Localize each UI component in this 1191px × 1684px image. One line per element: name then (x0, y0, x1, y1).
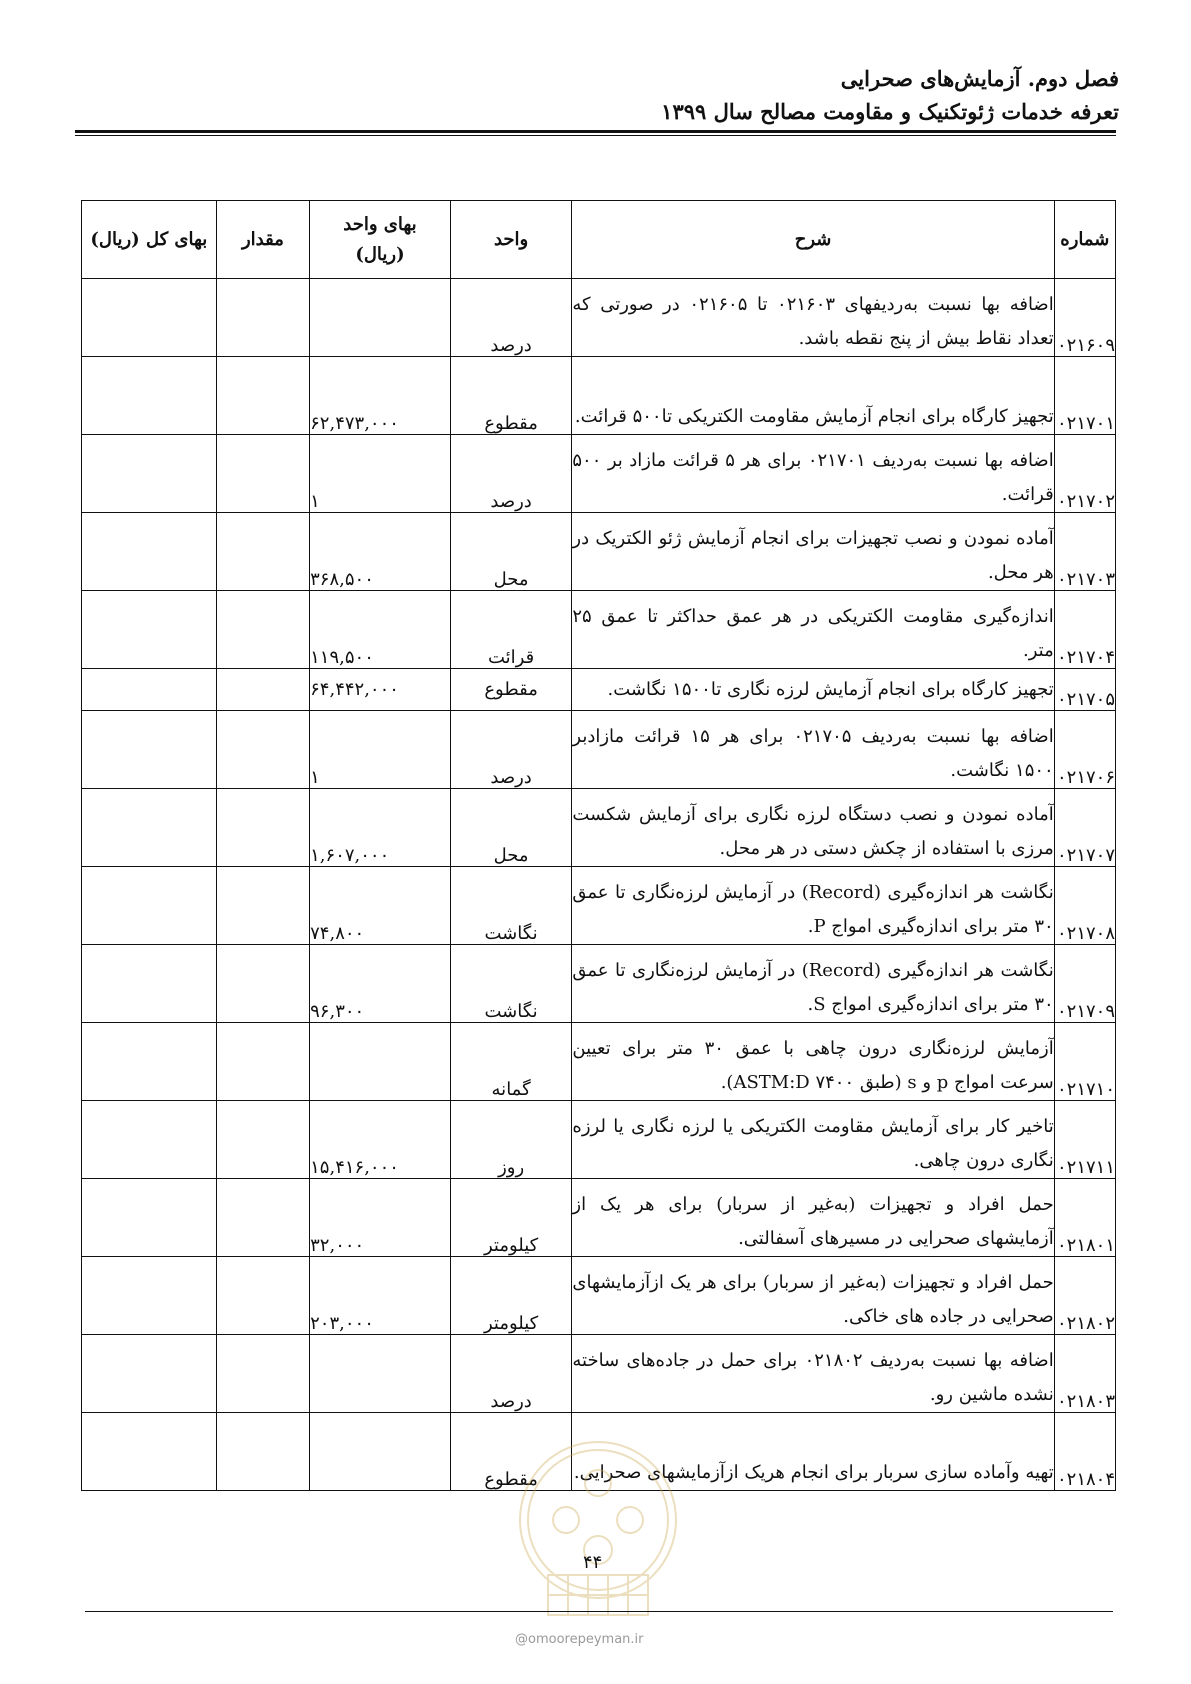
row-total-price (82, 1335, 217, 1413)
row-quantity (216, 435, 309, 513)
row-unit: کیلومتر (450, 1179, 572, 1257)
row-quantity (216, 1335, 309, 1413)
table-row (82, 435, 1116, 513)
row-quantity (216, 945, 309, 1023)
row-description: اضافه بها نسبت به‌ردیف ۰۲۱۷۰۵ برای هر ۱۵ قرائت مازادبر ۱۵۰۰ نگاشت. (572, 711, 1054, 789)
table-row (82, 1257, 1116, 1335)
row-quantity (216, 279, 309, 357)
row-unit-price: ۲۰۳,۰۰۰ (310, 1257, 451, 1335)
row-unit: نگاشت (450, 867, 572, 945)
row-description: اضافه بها نسبت به‌ردیفهای ۰۲۱۶۰۳ تا ۰۲۱۶۰۵ در صورتی که تعداد نقاط بیش از پنج نقطه باشد. (572, 279, 1054, 357)
header-total-price: بهای کل (ریال) (82, 201, 217, 279)
row-unit-price: ۹۶,۳۰۰ (310, 945, 451, 1023)
row-description: اندازه‌گیری مقاومت الکتریکی در هر عمق حداکثر تا عمق ۲۵ متر. (572, 591, 1054, 669)
header-quantity: مقدار (216, 201, 309, 279)
row-quantity (216, 789, 309, 867)
row-description: آماده نمودن و نصب تجهیزات برای انجام آزمایش ژئو الکتریک در هر محل. (572, 513, 1054, 591)
row-code: ۰۲۱۶۰۹ (1054, 279, 1115, 357)
row-total-price (82, 435, 217, 513)
row-code: ۰۲۱۸۰۱ (1054, 1179, 1115, 1257)
row-total-price (82, 1257, 217, 1335)
row-description: حمل افراد و تجهیزات (به‌غیر از سربار) برای هر یک ازآزمایشهای صحرایی در جاده های خاکی. (572, 1257, 1054, 1335)
row-unit: درصد (450, 1335, 572, 1413)
row-total-price (82, 945, 217, 1023)
row-unit: گمانه (450, 1023, 572, 1101)
row-unit: درصد (450, 711, 572, 789)
table-header-row (82, 201, 1116, 279)
row-unit-price (310, 1023, 451, 1101)
row-code: ۰۲۱۷۱۰ (1054, 1023, 1115, 1101)
row-unit-price: ۱ (310, 435, 451, 513)
row-quantity (216, 1179, 309, 1257)
row-code: ۰۲۱۷۰۵ (1054, 669, 1115, 711)
row-total-price (82, 1179, 217, 1257)
row-total-price (82, 711, 217, 789)
row-description: تهیه وآماده سازی سربار برای انجام هریک ازآزمایشهای صحرایی. (572, 1413, 1054, 1491)
row-code: ۰۲۱۷۰۱ (1054, 357, 1115, 435)
row-unit-price (310, 1413, 451, 1491)
row-code: ۰۲۱۷۰۳ (1054, 513, 1115, 591)
website-watermark: @omoorepeyman.ir (515, 1632, 644, 1647)
row-unit: مقطوع (450, 1413, 572, 1491)
header-description: شرح (572, 201, 1054, 279)
table-row (82, 867, 1116, 945)
row-code: ۰۲۱۷۰۲ (1054, 435, 1115, 513)
row-unit-price (310, 279, 451, 357)
row-quantity (216, 591, 309, 669)
table-row (82, 789, 1116, 867)
table-row (82, 711, 1116, 789)
row-unit: درصد (450, 435, 572, 513)
omoorepeyman-seal-watermark (508, 1425, 688, 1635)
table-row (82, 1101, 1116, 1179)
row-unit: مقطوع (450, 357, 572, 435)
row-description: تجهیز کارگاه برای انجام آزمایش لرزه نگاری تا۱۵۰۰ نگاشت. (572, 669, 1054, 711)
row-total-price (82, 513, 217, 591)
table-row (82, 1335, 1116, 1413)
header-rule-thin (75, 135, 1116, 136)
table-row (82, 591, 1116, 669)
row-unit-price: ۶۲,۴۷۳,۰۰۰ (310, 357, 451, 435)
row-code: ۰۲۱۷۰۷ (1054, 789, 1115, 867)
chapter-title: فصل دوم. آزمایش‌های صحرایی (840, 66, 1119, 91)
row-unit-price: ۶۴,۴۴۲,۰۰۰ (310, 669, 451, 711)
row-quantity (216, 1413, 309, 1491)
header-unit: واحد (450, 201, 572, 279)
table-row (82, 669, 1116, 711)
footer-rule (85, 1611, 1113, 1612)
row-code: ۰۲۱۷۰۸ (1054, 867, 1115, 945)
row-code: ۰۲۱۷۱۱ (1054, 1101, 1115, 1179)
row-code: ۰۲۱۸۰۳ (1054, 1335, 1115, 1413)
table-row (82, 357, 1116, 435)
row-code: ۰۲۱۷۰۶ (1054, 711, 1115, 789)
row-quantity (216, 711, 309, 789)
table-row (82, 945, 1116, 1023)
row-description: تاخیر کار برای آزمایش مقاومت الکتریکی یا لرزه نگاری یا لرزه نگاری درون چاهی. (572, 1101, 1054, 1179)
row-description: اضافه بها نسبت به‌ردیف ۰۲۱۸۰۲ برای حمل در جاده‌های ساخته نشده ماشین رو. (572, 1335, 1054, 1413)
row-description: حمل افراد و تجهیزات (به‌غیر از سربار) برای هر یک از آزمایشهای صحرایی در مسیرهای آسفالتی. (572, 1179, 1054, 1257)
row-unit-price: ۱,۶۰۷,۰۰۰ (310, 789, 451, 867)
row-code: ۰۲۱۷۰۴ (1054, 591, 1115, 669)
row-total-price (82, 867, 217, 945)
row-quantity (216, 357, 309, 435)
page-header (72, 62, 1119, 128)
row-unit: مقطوع (450, 669, 572, 711)
row-unit: نگاشت (450, 945, 572, 1023)
row-description: آزمایش لرزه‌نگاری درون چاهی با عمق ۳۰ متر برای تعیین سرعت امواج p و s (طبق ASTM:D ۷۴۰۰). (572, 1023, 1054, 1101)
row-unit-price: ۱۱۹,۵۰۰ (310, 591, 451, 669)
row-code: ۰۲۱۸۰۲ (1054, 1257, 1115, 1335)
row-quantity (216, 1257, 309, 1335)
row-quantity (216, 867, 309, 945)
row-unit-price: ۳۲,۰۰۰ (310, 1179, 451, 1257)
row-unit-price: ۱ (310, 711, 451, 789)
row-unit: کیلومتر (450, 1257, 572, 1335)
header-rule-thick (75, 130, 1116, 133)
row-total-price (82, 357, 217, 435)
row-description: نگاشت هر اندازه‌گیری (Record) در آزمایش لرزه‌نگاری تا عمق ۳۰ متر برای اندازه‌گیری امواج P. (572, 867, 1054, 945)
row-description: نگاشت هر اندازه‌گیری (Record) در آزمایش لرزه‌نگاری تا عمق ۳۰ متر برای اندازه‌گیری امواج S. (572, 945, 1054, 1023)
table-row (82, 279, 1116, 357)
table-row (82, 1023, 1116, 1101)
table-row (82, 513, 1116, 591)
row-total-price (82, 669, 217, 711)
row-total-price (82, 1023, 217, 1101)
row-quantity (216, 1101, 309, 1179)
tariff-table (81, 200, 1116, 1491)
row-quantity (216, 513, 309, 591)
row-description: اضافه بها نسبت به‌ردیف ۰۲۱۷۰۱ برای هر ۵ قرائت مازاد بر ۵۰۰ قرائت. (572, 435, 1054, 513)
row-unit: محل (450, 789, 572, 867)
row-total-price (82, 789, 217, 867)
row-unit-price: ۷۴,۸۰۰ (310, 867, 451, 945)
row-total-price (82, 591, 217, 669)
row-unit: روز (450, 1101, 572, 1179)
row-unit: درصد (450, 279, 572, 357)
row-total-price (82, 1101, 217, 1179)
row-unit: قرائت (450, 591, 572, 669)
row-unit-price: ۳۶۸,۵۰۰ (310, 513, 451, 591)
row-unit: محل (450, 513, 572, 591)
header-code: شماره (1054, 201, 1115, 279)
row-description: تجهیز کارگاه برای انجام آزمایش مقاومت الکتریکی تا۵۰۰ قرائت. (572, 357, 1054, 435)
row-code: ۰۲۱۸۰۴ (1054, 1413, 1115, 1491)
table-row (82, 1179, 1116, 1257)
page-number: ۴۴ (583, 1552, 603, 1573)
row-unit-price (310, 1335, 451, 1413)
document-subtitle: تعرفه خدمات ژئوتکنیک و مقاومت مصالح سال ۱۳۹۹ (661, 99, 1119, 124)
row-code: ۰۲۱۷۰۹ (1054, 945, 1115, 1023)
row-unit-price: ۱۵,۴۱۶,۰۰۰ (310, 1101, 451, 1179)
row-description: آماده نمودن و نصب دستگاه لرزه نگاری برای آزمایش شکست مرزی با استفاده از چکش دستی در هر محل. (572, 789, 1054, 867)
row-quantity (216, 1023, 309, 1101)
row-quantity (216, 669, 309, 711)
row-total-price (82, 279, 217, 357)
header-unit-price: بهای واحد (ریال) (310, 201, 451, 279)
row-total-price (82, 1413, 217, 1491)
